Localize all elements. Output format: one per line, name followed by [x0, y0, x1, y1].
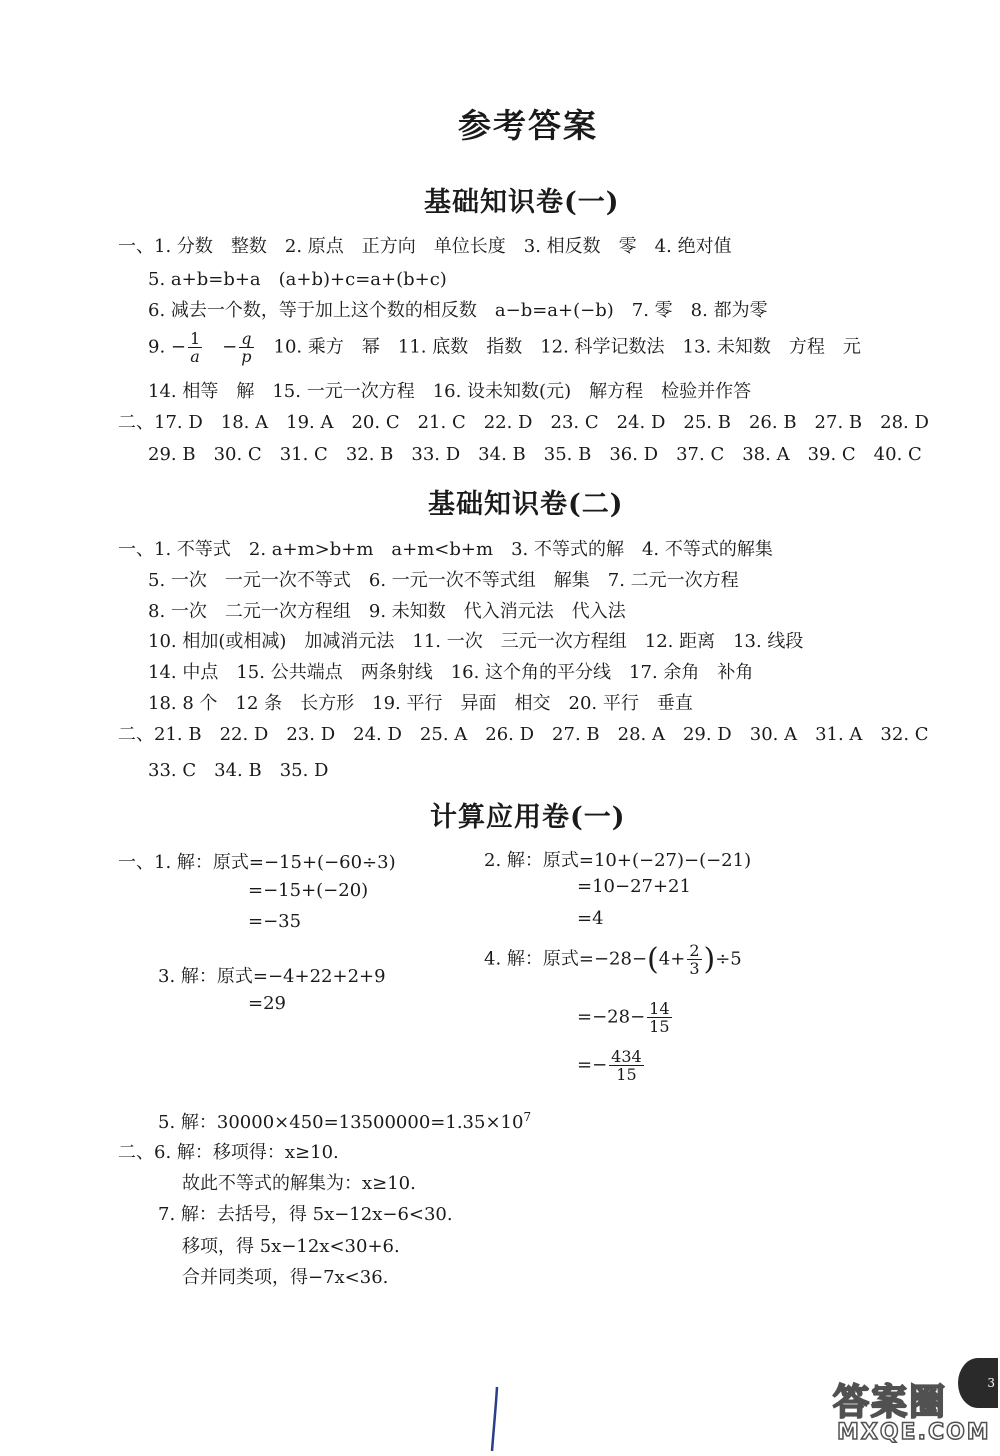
solution-step: 一、1. 解：原式=−15+(−60÷3)	[118, 852, 396, 873]
answer-line: 33. C 34. B 35. D	[148, 760, 329, 781]
pen-stroke-mark	[488, 1385, 502, 1455]
answer-line: 一、1. 不等式 2. a+m>b+m a+m<b+m 3. 不等式的解 4. 不等式的解集	[118, 539, 773, 560]
denominator: 15	[616, 1065, 637, 1084]
solution-step: 移项，得 5x−12x<30+6.	[182, 1236, 400, 1257]
solution-step-fraction	[577, 1048, 646, 1083]
answer-line: 二、17. D 18. A 19. A 20. C 21. C 22. D 23. C 24. D 25. B 26. B 27. B 28. D	[118, 412, 929, 433]
solution-step	[158, 1108, 531, 1134]
solution-step: =−15+(−20)	[248, 880, 369, 901]
fraction	[188, 330, 202, 365]
solution-step: 2. 解：原式=10+(−27)−(−21)	[484, 850, 752, 871]
answer-line: 8. 一次 二元一次方程组 9. 未知数 代入消元法 代入法	[148, 601, 626, 622]
numerator: 434	[611, 1047, 642, 1066]
solution-step: 故此不等式的解集为：x≥10.	[182, 1173, 416, 1194]
text-segment: 4+	[658, 948, 686, 970]
answer-line: 一、1. 分数 整数 2. 原点 正方向 单位长度 3. 相反数 零 4. 绝对值	[118, 236, 732, 257]
fraction	[239, 330, 253, 365]
page-title: 参考答案	[458, 106, 598, 145]
answer-line: 14. 中点 15. 公共端点 两条射线 16. 这个角的平分线 17. 余角 补角	[148, 662, 754, 683]
denominator: p	[241, 347, 252, 366]
denominator: 3	[689, 959, 700, 978]
fraction	[609, 1048, 644, 1083]
watermark-logo	[833, 1374, 998, 1454]
text-segment: 9. −	[148, 336, 186, 358]
answer-line: 5. 一次 一元一次不等式 6. 一元一次不等式组 解集 7. 二元一次方程	[148, 570, 739, 591]
text-segment: 5. 解：30000×450=13500000=1.35×10	[158, 1112, 524, 1133]
answer-line-fractions	[148, 330, 861, 365]
numerator: 1	[189, 329, 201, 348]
numerator: 14	[649, 999, 670, 1018]
section-title-calc-1: 计算应用卷(一)	[430, 802, 626, 833]
text-segment: =−28−	[577, 1006, 646, 1028]
right-paren-glyph: )	[703, 942, 716, 977]
solution-step-fraction	[484, 942, 742, 977]
denominator: 15	[649, 1017, 670, 1036]
text-segment: −	[204, 336, 238, 358]
solution-step: 二、6. 解：移项得：x≥10.	[118, 1142, 339, 1163]
solution-step: 合并同类项，得−7x<36.	[182, 1267, 389, 1288]
left-paren-glyph: (	[647, 942, 659, 977]
fraction	[647, 1000, 671, 1035]
answer-line: 10. 相加(或相减) 加减消元法 11. 一次 三元一次方程组 12. 距离 13. 线段	[148, 631, 804, 652]
solution-step: =4	[577, 908, 604, 929]
solution-step: 3. 解：原式=−4+22+2+9	[158, 966, 386, 987]
text-segment: 4. 解：原式=−28−	[484, 948, 648, 970]
denominator: a	[190, 347, 200, 366]
solution-step: =10−27+21	[577, 876, 691, 897]
solution-step-fraction	[577, 1000, 674, 1035]
watermark-sub-text: MXQE.COM	[837, 1420, 991, 1445]
solution-step: =29	[248, 993, 286, 1014]
solution-step: =−35	[248, 911, 302, 932]
answer-line: 14. 相等 解 15. 一元一次方程 16. 设未知数(元) 解方程 检验并作答	[148, 381, 752, 402]
answer-line: 18. 8 个 12 条 长方形 19. 平行 异面 相交 20. 平行 垂直	[148, 693, 693, 714]
text-segment: ÷5	[715, 948, 742, 970]
answer-line: 5. a+b=b+a (a+b)+c=a+(b+c)	[148, 269, 447, 290]
page-number: 3	[987, 1376, 995, 1390]
solution-step: 7. 解：去括号，得 5x−12x−6<30.	[158, 1204, 453, 1225]
fraction	[687, 942, 701, 977]
exponent: 7	[523, 1110, 532, 1124]
text-segment: 10. 乘方 幂 11. 底数 指数 12. 科学记数法 13. 未知数 方程 元	[255, 336, 861, 358]
watermark-main-text: 答案圈	[833, 1382, 948, 1423]
answer-line: 29. B 30. C 31. C 32. B 33. D 34. B 35. B 36. D 37. C 38. A 39. C 40. C	[148, 444, 922, 465]
numerator: 2	[689, 941, 700, 960]
answer-line: 6. 减去一个数，等于加上这个数的相反数 a−b=a+(−b) 7. 零 8. 都为零	[148, 300, 768, 321]
answer-line: 二、21. B 22. D 23. D 24. D 25. A 26. D 27. B 28. A 29. D 30. A 31. A 32. C	[118, 724, 929, 745]
text-segment: =−	[577, 1054, 608, 1076]
section-title-basic-2: 基础知识卷(二)	[428, 489, 624, 520]
numerator: q	[241, 329, 252, 348]
section-title-basic-1: 基础知识卷(一)	[424, 187, 620, 218]
